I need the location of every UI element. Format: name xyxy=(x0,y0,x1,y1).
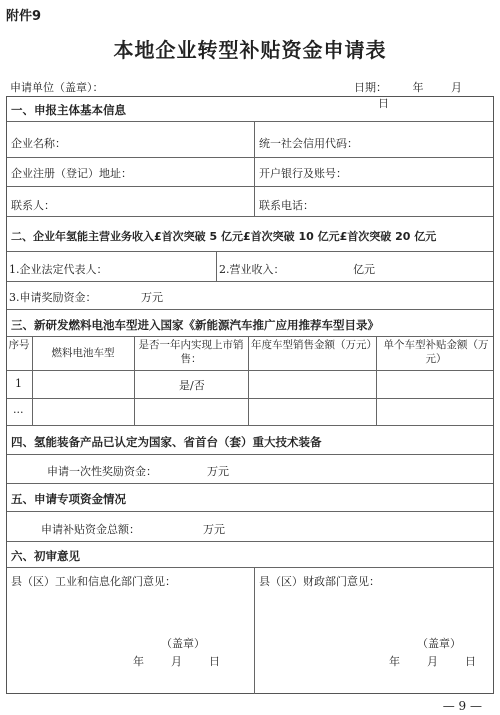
divider xyxy=(7,511,493,512)
contact-person-label: 联系人： xyxy=(11,199,55,212)
company-name-label: 企业名称： xyxy=(11,137,66,150)
divider xyxy=(7,336,493,337)
divider xyxy=(7,370,493,371)
bank-account-label: 开户银行及账号： xyxy=(259,167,347,180)
divider xyxy=(134,336,135,425)
left-day: 日 xyxy=(209,655,220,668)
right-day: 日 xyxy=(465,655,476,668)
divider xyxy=(7,541,493,542)
legal-rep-label: 1.企业法定代表人： xyxy=(9,263,108,276)
section4-heading: 四、氢能装备产品已认定为国家、省首台（套）重大技术装备 xyxy=(11,435,322,449)
table-header-subsidy: 单个车型补贴金额（万元） xyxy=(383,339,489,365)
section3-heading: 三、新研发燃料电池车型进入国家《新能源汽车推广应用推荐车型目录》 xyxy=(11,318,379,332)
right-year: 年 xyxy=(389,655,400,668)
section4-line: 申请一次性奖励资金： xyxy=(47,465,157,478)
date-month: 月 xyxy=(451,81,462,94)
divider xyxy=(7,454,493,455)
section5-heading: 五、申请专项资金情况 xyxy=(11,492,126,506)
registered-address-label: 企业注册（登记）地址： xyxy=(11,167,132,180)
form-title: 本地企业转型补贴资金申请表 xyxy=(113,38,387,62)
row-index: ... xyxy=(13,403,24,416)
divider xyxy=(7,121,493,122)
divider xyxy=(7,281,493,282)
left-month: 月 xyxy=(171,655,182,668)
divider xyxy=(7,425,493,426)
divider xyxy=(7,216,493,217)
row-index: 1 xyxy=(15,377,22,390)
section4-unit: 万元 xyxy=(207,465,229,478)
divider xyxy=(7,309,493,310)
date-year: 年 xyxy=(412,81,424,94)
credit-code-label: 统一社会信用代码： xyxy=(259,137,358,150)
date-day: 日 xyxy=(378,97,389,110)
revenue-unit: 亿元 xyxy=(353,263,375,276)
attachment-label: 附件9 xyxy=(6,9,42,24)
page-number: — 9 — xyxy=(442,699,482,713)
divider xyxy=(7,186,493,187)
table-header-index: 序号 xyxy=(8,339,30,351)
industry-dept-opinion-label: 县（区）工业和信息化部门意见： xyxy=(11,575,176,588)
table-header-listed: 是否一年内实现上市销售： xyxy=(138,339,244,365)
applicant-unit-label: 申请单位（盖章）： xyxy=(10,81,104,94)
divider xyxy=(7,157,493,158)
date-label: 日期： xyxy=(354,81,387,94)
contact-phone-label: 联系电话： xyxy=(259,199,314,212)
divider xyxy=(7,251,493,252)
divider xyxy=(254,121,255,216)
divider xyxy=(216,251,217,281)
finance-dept-opinion-label: 县（区）财政部门意见： xyxy=(259,575,380,588)
application-form-table xyxy=(6,96,494,694)
divider xyxy=(32,336,33,425)
reward-label: 3.申请奖励资金： xyxy=(9,291,97,304)
table-header-model: 燃料电池车型 xyxy=(51,347,115,359)
row-listed-value: 是/否 xyxy=(179,379,205,392)
section5-unit: 万元 xyxy=(203,523,225,536)
section2-heading: 二、企业年氢能主营业务收入£首次突破 5 亿元£首次突破 10 亿元£首次突破 20 亿元 xyxy=(11,230,437,243)
divider xyxy=(248,336,249,425)
right-month: 月 xyxy=(427,655,438,668)
left-year: 年 xyxy=(133,655,144,668)
section1-heading: 一、申报主体基本信息 xyxy=(11,103,126,117)
reward-unit: 万元 xyxy=(141,291,163,304)
divider xyxy=(7,483,493,484)
left-seal: （盖章） xyxy=(161,637,205,650)
table-header-sales: 年度车型销售金额（万元） xyxy=(251,339,377,351)
section6-heading: 六、初审意见 xyxy=(11,549,80,563)
section5-line: 申请补贴资金总额： xyxy=(41,523,140,536)
revenue-label: 2.营业收入： xyxy=(219,263,285,276)
divider xyxy=(7,398,493,399)
divider xyxy=(376,336,377,425)
divider xyxy=(254,567,255,694)
right-seal: （盖章） xyxy=(417,637,461,650)
divider xyxy=(7,567,493,568)
